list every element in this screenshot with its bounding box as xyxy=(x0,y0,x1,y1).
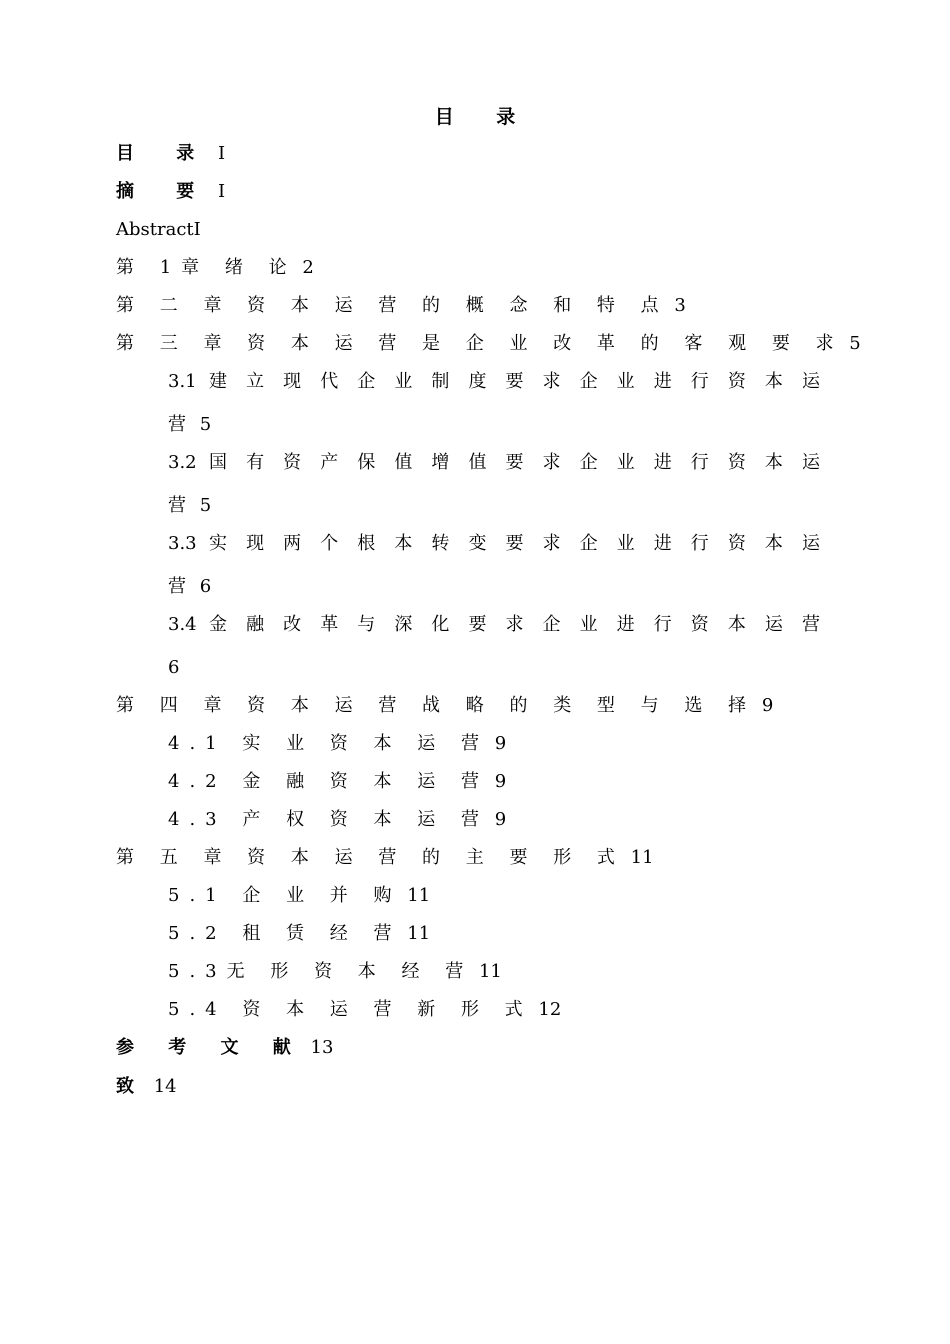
toc-entry-page: 11 xyxy=(407,885,431,906)
toc-entry-page: 14 xyxy=(153,1076,177,1097)
toc-entry-page: 6 xyxy=(168,657,180,678)
toc-entry-section-5-4[interactable] xyxy=(168,996,561,1024)
toc-entry-label: 第 1章 绪 论 xyxy=(116,257,297,278)
toc-entry-label: 4.1 实 业 资 本 运 营 xyxy=(168,733,489,754)
toc-entry-page: 12 xyxy=(538,999,562,1020)
toc-entry-page: 3 xyxy=(674,295,686,316)
toc-entry-label: 致 xyxy=(116,1076,148,1097)
toc-entry-page: 5 xyxy=(199,495,212,516)
toc-entry-page: 2 xyxy=(302,257,314,278)
toc-entry-label: 5.3无 形 资 本 经 营 xyxy=(168,961,474,982)
toc-entry-page: 9 xyxy=(494,733,507,754)
toc-entry-label: Abstract xyxy=(116,219,194,240)
toc-entry-label: 5.2 租 赁 经 营 xyxy=(168,923,402,944)
toc-entry-label: 3.4 金 融 改 革 与 深 化 要 求 企 业 进 行 资 本 运 营 xyxy=(168,614,820,635)
toc-entry-chapter-1[interactable] xyxy=(116,254,314,282)
toc-entry-acknowledgement[interactable] xyxy=(116,1073,177,1101)
toc-entry-label: 第 四 章 资 本 运 营 战 略 的 类 型 与 选 择 xyxy=(116,695,757,716)
toc-entry-section-3-2-cont[interactable] xyxy=(168,492,211,520)
toc-entry-chapter-5[interactable] xyxy=(116,844,654,872)
toc-entry-page: 6 xyxy=(199,576,212,597)
toc-entry-label: 第 五 章 资 本 运 营 的 主 要 形 式 xyxy=(116,847,625,868)
toc-entry-section-4-1[interactable] xyxy=(168,730,506,758)
toc-entry-label-cont: 营 xyxy=(168,576,186,597)
toc-entry-section-3-4-cont[interactable] xyxy=(168,654,179,682)
toc-entry-label: 摘 要 xyxy=(116,181,213,202)
toc-entry-page: I xyxy=(218,181,226,202)
toc-entry-section-4-3[interactable] xyxy=(168,806,506,834)
toc-entry-references[interactable] xyxy=(116,1034,333,1062)
toc-entry-page: 11 xyxy=(478,961,502,982)
toc-entry-page: 5 xyxy=(199,414,212,435)
toc-entry-section-3-1[interactable] xyxy=(168,368,820,396)
page-title: 目 录 xyxy=(434,106,534,128)
toc-entry-abstract-en[interactable] xyxy=(116,216,201,244)
toc-entry-section-5-3[interactable] xyxy=(168,958,502,986)
toc-entry-label: 4.2 金 融 资 本 运 营 xyxy=(168,771,489,792)
toc-entry-label: 5.4 资 本 运 营 新 形 式 xyxy=(168,999,533,1020)
toc-entry-page: I xyxy=(193,219,201,240)
toc-entry-page: 9 xyxy=(494,809,507,830)
toc-entry-page: 13 xyxy=(310,1037,334,1058)
toc-entry-label-cont: 营 xyxy=(168,414,186,435)
toc-entry-section-4-2[interactable] xyxy=(168,768,506,796)
toc-entry-section-3-4[interactable] xyxy=(168,611,820,639)
toc-entry-section-5-1[interactable] xyxy=(168,882,430,910)
toc-entry-label: 4.3 产 权 资 本 运 营 xyxy=(168,809,489,830)
toc-entry-page: 9 xyxy=(494,771,507,792)
toc-entry-chapter-2[interactable] xyxy=(116,292,686,320)
toc-entry-chapter-4[interactable] xyxy=(116,692,773,720)
toc-entry-page: I xyxy=(218,143,226,164)
toc-entry-section-5-2[interactable] xyxy=(168,920,430,948)
toc-entry-label: 3.1 建 立 现 代 企 业 制 度 要 求 企 业 进 行 资 本 运 xyxy=(168,371,820,392)
toc-entry-label: 5.1 企 业 并 购 xyxy=(168,885,402,906)
toc-entry-page: 11 xyxy=(630,847,654,868)
toc-entry-abstract-cn[interactable] xyxy=(116,178,225,206)
toc-entry-label: 参 考 文 献 xyxy=(116,1037,305,1058)
toc-entry-label: 3.3 实 现 两 个 根 本 转 变 要 求 企 业 进 行 资 本 运 xyxy=(168,533,820,554)
toc-entry-page: 9 xyxy=(761,695,774,716)
toc-entry-section-3-2[interactable] xyxy=(168,449,820,477)
toc-entry-section-3-1-cont[interactable] xyxy=(168,411,211,439)
toc-entry-label-cont: 营 xyxy=(168,495,186,516)
toc-entry-contents[interactable] xyxy=(116,140,225,168)
toc-entry-label: 第 三 章 资 本 运 营 是 企 业 改 革 的 客 观 要 求 xyxy=(116,333,844,354)
toc-entry-label: 第 二 章 资 本 运 营 的 概 念 和 特 点 xyxy=(116,295,669,316)
toc-entry-page: 11 xyxy=(407,923,431,944)
toc-entry-label: 目 录 xyxy=(116,143,213,164)
toc-entry-section-3-3-cont[interactable] xyxy=(168,573,211,601)
toc-entry-chapter-3[interactable] xyxy=(116,330,861,358)
toc-entry-page: 5 xyxy=(849,333,861,354)
toc-entry-section-3-3[interactable] xyxy=(168,530,820,558)
toc-entry-label: 3.2 国 有 资 产 保 值 增 值 要 求 企 业 进 行 资 本 运 xyxy=(168,452,820,473)
